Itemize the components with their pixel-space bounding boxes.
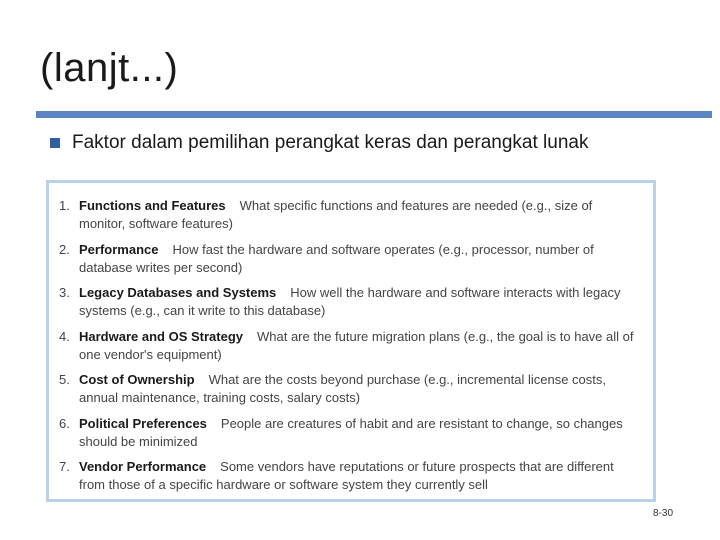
item-description: How fast the hardware and software operates (e.g., processor, number of database writes per second)	[79, 241, 594, 275]
item-title: Vendor Performance	[79, 459, 207, 474]
item-number: 7.	[59, 459, 70, 474]
item-title: Hardware and OS Strategy	[79, 328, 243, 344]
factors-panel	[46, 180, 656, 502]
item-body	[79, 197, 639, 233]
list-item	[59, 241, 639, 277]
bullet-text: Faktor dalam pemilihan perangkat keras dan perangkat lunak	[72, 132, 589, 153]
item-body	[79, 458, 639, 494]
bullet-row	[50, 130, 700, 156]
page-number: 8-30	[653, 508, 674, 519]
item-number: 1.	[59, 198, 70, 213]
slide-title: (lanjt...)	[40, 46, 179, 90]
item-number: 3.	[59, 285, 70, 300]
item-number: 2.	[59, 241, 70, 257]
title-rule	[36, 111, 712, 118]
item-description: Some vendors have reputations or future prospects that are different from those of a specific hardware or software system they currently sell	[79, 459, 614, 492]
item-number: 5.	[59, 372, 70, 387]
square-bullet-icon	[50, 138, 60, 148]
item-title: Functions and Features	[79, 198, 226, 213]
item-description: How well the hardware and software interacts with legacy systems (e.g., can it write to this database)	[79, 285, 621, 318]
item-title: Legacy Databases and Systems	[79, 285, 277, 300]
item-body	[79, 284, 639, 320]
item-title: Performance	[79, 241, 159, 257]
item-description: What specific functions and features are needed (e.g., size of monitor, software features)	[79, 198, 593, 231]
item-title: Political Preferences	[79, 415, 207, 431]
item-body	[79, 328, 639, 364]
item-body	[79, 371, 639, 407]
list-item	[59, 458, 639, 494]
item-number: 4.	[59, 328, 70, 344]
item-number: 6.	[59, 415, 70, 431]
item-body	[79, 415, 639, 451]
list-item	[59, 284, 639, 320]
item-description: What are the future migration plans (e.g., the goal is to have all of one vendor's equipment)	[79, 328, 634, 362]
item-title: Cost of Ownership	[79, 372, 195, 387]
item-body	[79, 241, 639, 277]
list-item	[59, 197, 639, 233]
item-description: What are the costs beyond purchase (e.g., incremental license costs, annual maintenance, training costs, salary costs)	[79, 372, 606, 405]
list-item	[59, 415, 639, 451]
item-description: People are creatures of habit and are resistant to change, so changes should be minimized	[79, 415, 623, 449]
list-item	[59, 371, 639, 407]
list-item	[59, 328, 639, 364]
